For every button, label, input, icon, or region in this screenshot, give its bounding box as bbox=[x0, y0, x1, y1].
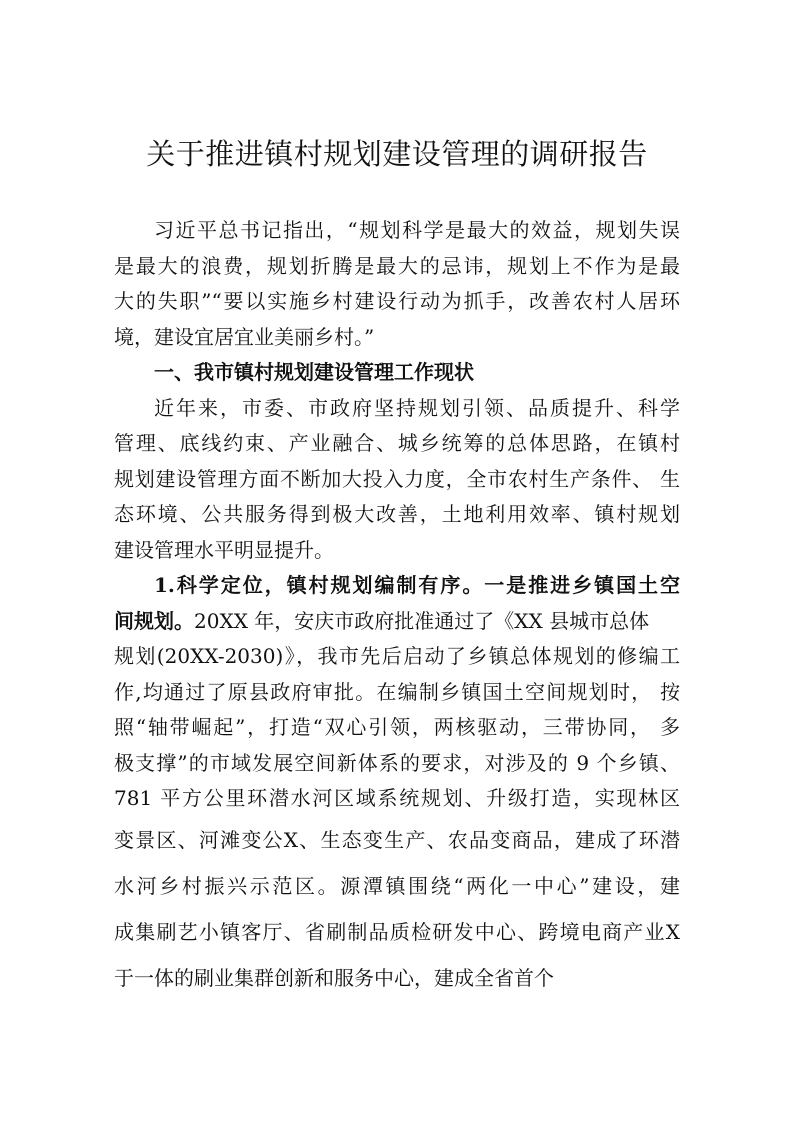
paragraph-line: 管理、底线约束、产业融合、城乡统筹的总体思路，在镇村 bbox=[114, 431, 680, 455]
paragraph-line: 作,均通过了原县政府审批。在编制乡镇国土空间规划时， 按 bbox=[114, 679, 680, 704]
paragraph-line: 建设管理水平明显提升。 bbox=[114, 537, 334, 562]
paragraph-line: 境，建设宜居宜业美丽乡村。” bbox=[114, 324, 375, 349]
paragraph-line: 781 平方公里环潜水河区域系统规划、升级打造，实现林区 bbox=[114, 786, 680, 810]
bold-lead: 间规划。 bbox=[114, 608, 194, 633]
paragraph-line: 于一体的刷业集群创新和服务中心，建成全省首个 bbox=[114, 965, 554, 990]
section-heading: 一、我市镇村规划建设管理工作现状 bbox=[154, 360, 474, 384]
paragraph-text: 20XX 年，安庆市政府批准通过了《XX 县城市总体 bbox=[194, 608, 650, 633]
paragraph-line: 近年来，市委、市政府坚持规划引领、品质提升、科学 bbox=[154, 395, 680, 420]
subsection-heading: 1.科学定位，镇村规划编制有序。一是推进乡镇国土空 bbox=[154, 573, 680, 597]
paragraph-line: 照“轴带崛起”，打造“双心引领，两核驱动，三带协同， 多 bbox=[114, 715, 680, 739]
paragraph-line: 变景区、河滩变公X、生态变生产、农品变商品，建成了环潜 bbox=[114, 827, 680, 852]
paragraph-line: 规划(20XX-2030)》，我市先后启动了乡镇总体规划的修编工 bbox=[114, 644, 680, 668]
paragraph-line: 是最大的浪费，规划折腾是最大的忌讳，规划上不作为是最 bbox=[114, 253, 680, 278]
paragraph-line: 成集刷艺小镇客厅、省刷制品质检研发中心、跨境电商产业X bbox=[114, 919, 680, 944]
paragraph-line bbox=[114, 604, 680, 640]
document-body bbox=[114, 213, 680, 1001]
paragraph-line: 态环境、公共服务得到极大改善，土地利用效率、镇村规划 bbox=[114, 502, 680, 526]
paragraph-line: 习近平总书记指出，“规划科学是最大的效益，规划失误 bbox=[154, 218, 680, 242]
document-title: 关于推进镇村规划建设管理的调研报告 bbox=[146, 137, 648, 171]
paragraph-line: 规划建设管理方面不断加大投入力度，全市农村生产条件、 生 bbox=[114, 466, 680, 491]
paragraph-line: 极支撑”的市域发展空间新体系的要求，对涉及的 9 个乡镇、 bbox=[114, 750, 680, 775]
paragraph-line: 水河乡村振兴示范区。源潭镇围绕“两化一中心”建设，建 bbox=[114, 873, 680, 898]
paragraph-line: 大的失职”“要以实施乡村建设行动为抓手，改善农村人居环 bbox=[114, 289, 680, 313]
